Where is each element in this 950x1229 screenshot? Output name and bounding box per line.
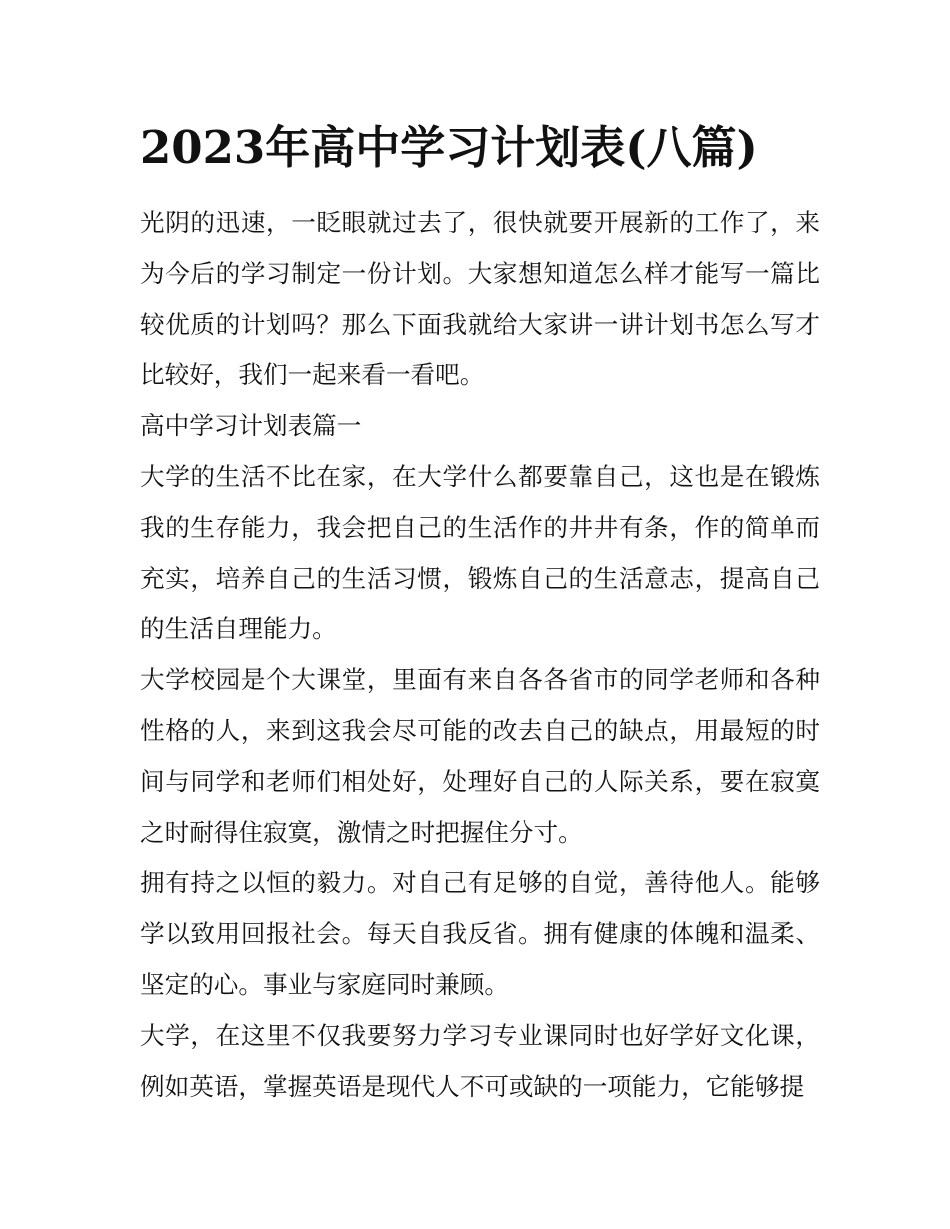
body-paragraph: 大学校园是个大课堂，里面有来自各各省市的同学老师和各种性格的人，来到这我会尽可能的改去自己的缺点，用最短的时间与同学和老师们相处好，处理好自己的人际关系，要在寂寞之时耐得住寂寞，激情之时把握住分寸。 — [140, 665, 820, 847]
document-title: 2023年高中学习计划表(八篇) — [140, 121, 758, 174]
section-heading: 高中学习计划表篇一 — [140, 411, 362, 441]
body-paragraph: 大学的生活不比在家，在大学什么都要靠自己，这也是在锻炼我的生存能力，我会把自己的生活作的井井有条，作的简单而充实，培养自己的生活习惯，锻炼自己的生活意志，提高自己的生活自理能力。 — [140, 461, 820, 644]
body-paragraph: 大学，在这里不仅我要努力学习专业课同时也好学好文化课，例如英语，掌握英语是现代人不可或缺的一项能力，它能够提 — [140, 1020, 820, 1101]
intro-paragraph: 光阴的迅速，一眨眼就过去了，很快就要开展新的工作了，来为今后的学习制定一份计划。大家想知道怎么样才能写一篇比较优质的计划吗？那么下面我就给大家讲一讲计划书怎么写才比较好，我们一起来看一看吧。 — [140, 208, 820, 390]
document-body — [140, 198, 820, 1112]
body-paragraph: 拥有持之以恒的毅力。对自己有足够的自觉，善待他人。能够学以致用回报社会。每天自我反省。拥有健康的体魄和温柔、坚定的心。事业与家庭同时兼顾。 — [140, 868, 820, 999]
